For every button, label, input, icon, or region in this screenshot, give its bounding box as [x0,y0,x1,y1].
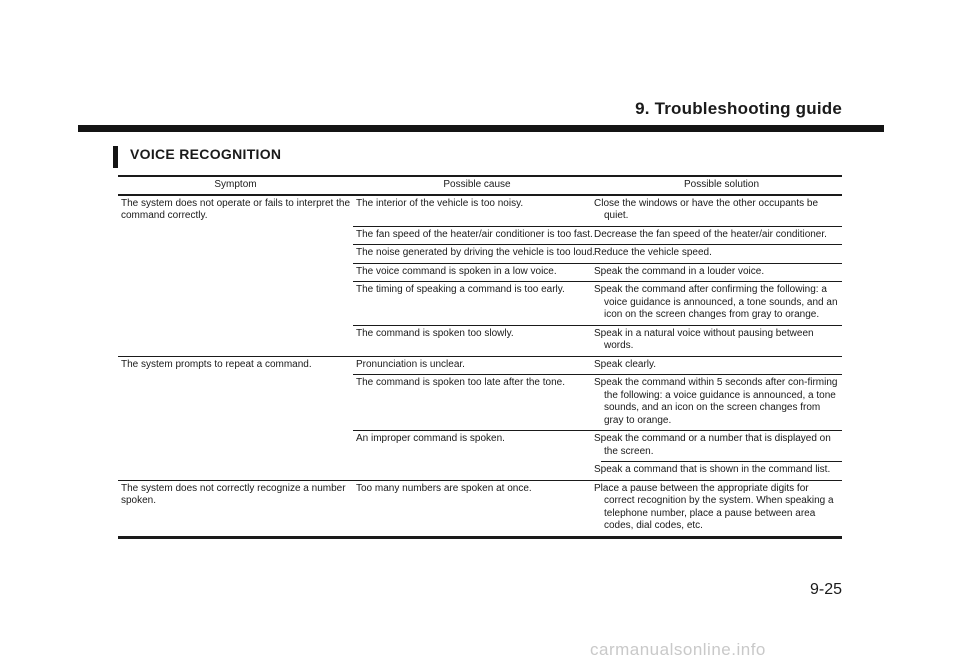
symptom-cell: The system does not correctly recognize a number spoken. [118,480,353,537]
cause-cell: Pronunciation is unclear. [353,356,601,375]
solution-cell: Reduce the vehicle speed. [601,245,842,264]
cause-cell: The interior of the vehicle is too noisy. [356,197,524,209]
solution-cell: Speak a command that is shown in the command list. [601,462,842,481]
solution-cell: Decrease the fan speed of the heater/air conditioner. [601,226,842,245]
solution-cell: Speak the command within 5 seconds after con-firming the following: a voice guidance is announced, a tone sounds, and an icon on the screen changes from gray to orange. [601,375,842,431]
chapter-rule [78,125,884,132]
header-possible-cause: Possible cause [353,176,601,195]
chapter-title: 9. Troubleshooting guide [635,99,842,118]
table-row [118,356,842,375]
header-possible-solution: Possible solution [601,176,842,195]
table-header-row [118,176,842,195]
solution-cell: Speak the command in a louder voice. [601,263,842,282]
table-row [118,480,842,537]
cause-cell: The voice command is spoken in a low voice. [353,263,601,282]
cause-cell: Too many numbers are spoken at once. [353,480,601,537]
cause-cell: The noise generated by driving the vehicle is too loud. [353,245,601,264]
header-symptom: Symptom [118,176,353,195]
cause-cell: The timing of speaking a command is too early. [353,282,601,326]
solution-cell: Speak clearly. [601,356,842,375]
section-marker [113,146,118,168]
section-title: VOICE RECOGNITION [130,146,282,162]
cause-cell: An improper command is spoken. [353,431,601,481]
solution-cell: Speak the command or a number that is displayed on the screen. [601,431,842,462]
cause-cell: The command is spoken too late after the tone. [353,375,601,431]
table-row [118,195,842,227]
solution-cell: Speak the command after confirming the following: a voice guidance is announced, a tone sounds, and an icon on the screen changes from gray to orange. [601,282,842,326]
page-number: 9-25 [809,581,842,598]
troubleshooting-table [118,175,842,539]
watermark: carmanualsonline.info [590,640,766,659]
solution-cell: Place a pause between the appropriate digits for correct recognition by the system. When speaking a telephone number, place a pause between area codes, dial codes, etc. [601,480,842,537]
symptom-cell: The system prompts to repeat a command. [118,356,353,480]
cause-cell: The fan speed of the heater/air conditioner is too fast. [353,226,601,245]
symptom-cell: The system does not operate or fails to interpret the command correctly. [121,197,351,221]
cause-cell: The command is spoken too slowly. [353,325,601,356]
solution-cell: Speak in a natural voice without pausing between words. [601,325,842,356]
solution-cell: Close the windows or have the other occupants be quiet. [594,197,819,221]
